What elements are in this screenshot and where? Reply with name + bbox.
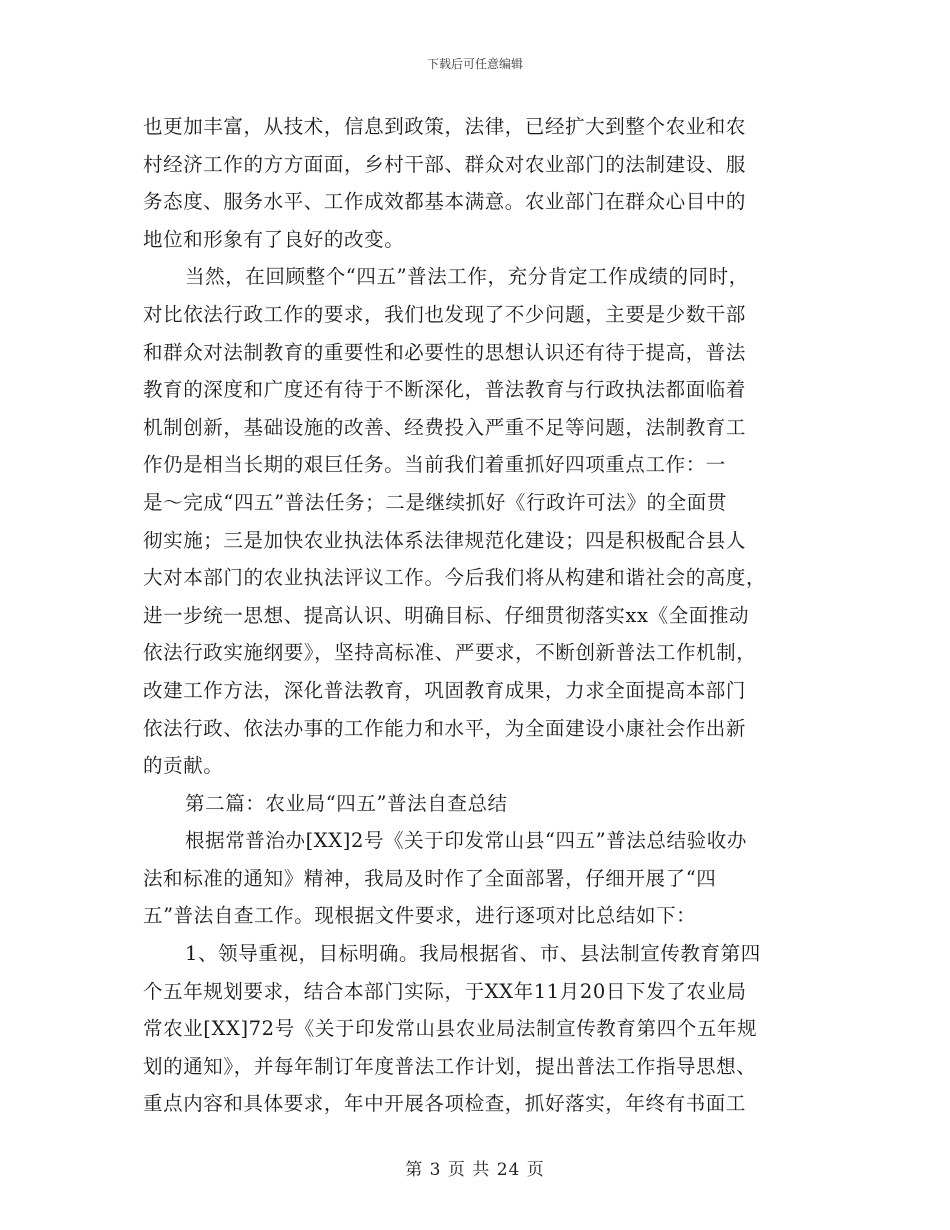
- text-line: 根据常普治办[XX]2号《关于印发常山县“四五”普法总结验收办: [185, 829, 747, 853]
- text-line: 划的通知》，并每年制订年度普法工作计划，提出普法工作指导思想、: [143, 1054, 757, 1078]
- text-line: 务态度、服务水平、工作成效都基本满意。农业部门在群众心目中的: [143, 190, 747, 214]
- text-line: 1、领导重视，目标明确。我局根据省、市、县法制宣传教育第四: [185, 942, 761, 966]
- text-line: 村经济工作的方方面面，乡村干部、群众对农业部门的法制建设、服: [143, 152, 747, 176]
- text-line: 当然，在回顾整个“四五”普法工作，充分肯定工作成绩的同时，: [185, 265, 749, 289]
- text-line: 大对本部门的农业执法评议工作。今后我们将从构建和谐社会的高度，: [143, 566, 767, 590]
- text-line: 和群众对法制教育的重要性和必要性的思想认识还有待于提高，普法: [143, 340, 747, 364]
- text-line: 也更加丰富，从技术，信息到政策，法律，已经扩大到整个农业和农: [143, 115, 747, 138]
- text-line: 改建工作方法，深化普法教育，巩固教育成果，力求全面提高本部门: [143, 678, 747, 702]
- section-heading: 第二篇：农业局“四五”普法自查总结: [185, 791, 508, 815]
- text-line: 重点内容和具体要求，年中开展各项检查，抓好落实，年终有书面工: [143, 1092, 747, 1116]
- text-line: 彻实施；三是加快农业执法体系法律规范化建设；四是积极配合县人: [143, 528, 747, 552]
- text-line: 教育的深度和广度还有待于不断深化，普法教育与行政执法都面临着: [143, 378, 747, 402]
- text-line: 地位和形象有了良好的改变。: [143, 227, 405, 251]
- text-line: 进一步统一思想、提高认识、明确目标、仔细贯彻落实xx《全面推动: [143, 603, 750, 627]
- page-number: 第 3 页 共 24 页: [405, 1160, 545, 1180]
- text-line: 法和标准的通知》精神，我局及时作了全面部署，仔细开展了“四: [143, 866, 717, 890]
- text-line: 五”普法自查工作。现根据文件要求，进行逐项对比总结如下：: [143, 904, 697, 928]
- text-line: 依法行政、依法办事的工作能力和水平，为全面建设小康社会作出新: [143, 716, 747, 740]
- text-line: 是～完成“四五”普法任务；二是继续抓好《行政许可法》的全面贯: [143, 490, 727, 514]
- document-body: [143, 108, 807, 1123]
- page-header-note: 下载后可任意编辑: [426, 57, 523, 71]
- text-line: 的贡献。: [143, 754, 224, 778]
- text-line: 机制创新，基础设施的改善、经费投入严重不足等问题，法制教育工: [143, 415, 747, 439]
- text-line: 作仍是相当长期的艰巨任务。当前我们着重抓好四项重点工作：一: [143, 453, 726, 477]
- text-line: 依法行政实施纲要》，坚持高标准、严要求，不断创新普法工作机制，: [143, 641, 757, 665]
- text-line: 个五年规划要求，结合本部门实际，于XX年11月20日下发了农业局: [143, 979, 747, 1003]
- text-line: 常农业[XX]72号《关于印发常山县农业局法制宣传教育第四个五年规: [143, 1017, 758, 1041]
- text-line: 对比依法行政工作的要求，我们也发现了不少问题，主要是少数干部: [143, 302, 747, 326]
